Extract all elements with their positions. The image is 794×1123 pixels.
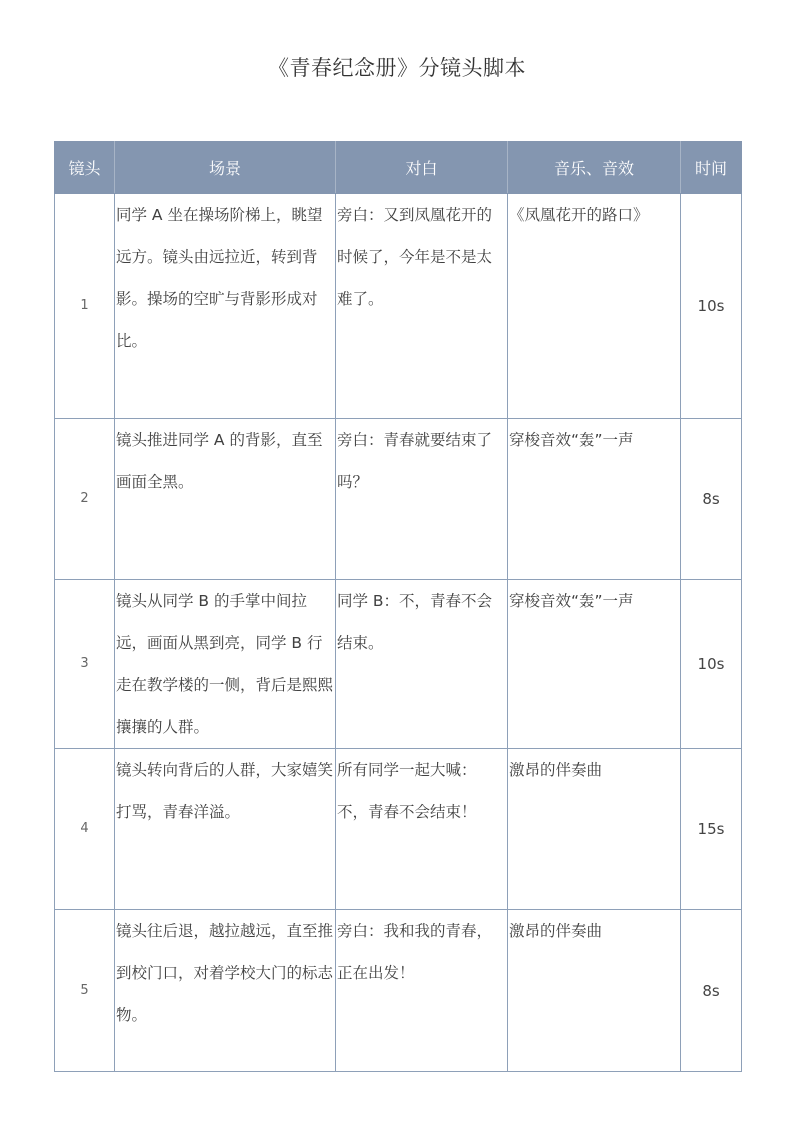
dialogue-cell [336, 580, 508, 749]
time-cell: 10s [681, 580, 742, 749]
scene-cell [115, 419, 336, 580]
scene-text: 镜头往后退，越拉越远，直至推到校门口，对着学校大门的标志物。 [116, 922, 334, 1024]
document-title: 《青春纪念册》分镜头脚本 [268, 56, 526, 80]
music-text: 激昂的伴奏曲 [509, 761, 603, 779]
music-cell [508, 580, 681, 749]
table-row [55, 910, 742, 1072]
dialogue-text: 旁白：青春就要结束了吗？ [337, 431, 493, 491]
table-row [55, 749, 742, 910]
scene-text: 镜头推进同学 A 的背影，直至画面全黑。 [116, 431, 323, 491]
scene-text: 镜头从同学 B 的手掌中间拉远，画面从黑到亮，同学 B 行走在教学楼的一侧，背后是熙熙攘攘的人群。 [116, 592, 334, 736]
music-cell [508, 419, 681, 580]
dialogue-cell [336, 749, 508, 910]
music-text: 激昂的伴奏曲 [509, 922, 603, 940]
music-text: 穿梭音效“轰”一声 [509, 592, 634, 610]
header-time: 时间 [681, 142, 742, 194]
shot-number: 2 [55, 419, 115, 580]
header-row [55, 142, 742, 194]
dialogue-text: 同学 B：不，青春不会结束。 [337, 592, 493, 652]
shot-number: 5 [55, 910, 115, 1072]
scene-cell [115, 194, 336, 419]
dialogue-text: 旁白：我和我的青春，正在出发！ [337, 922, 493, 982]
table-row [55, 194, 742, 419]
shot-number: 1 [55, 194, 115, 419]
shot-number: 4 [55, 749, 115, 910]
dialogue-text: 所有同学一起大喊：不，青春不会结束！ [337, 761, 477, 821]
dialogue-cell [336, 419, 508, 580]
music-text: 《凤凰花开的路口》 [509, 206, 649, 224]
time-cell: 8s [681, 419, 742, 580]
header-shot: 镜头 [55, 142, 115, 194]
scene-cell [115, 580, 336, 749]
header-scene: 场景 [115, 142, 336, 194]
time-cell: 8s [681, 910, 742, 1072]
time-cell: 10s [681, 194, 742, 419]
header-music: 音乐、音效 [508, 142, 681, 194]
dialogue-cell [336, 194, 508, 419]
scene-text: 同学 A 坐在操场阶梯上，眺望远方。镜头由远拉近，转到背影。操场的空旷与背影形成对比。 [116, 206, 323, 350]
dialogue-text: 旁白：又到凤凰花开的时候了，今年是不是太难了。 [337, 206, 493, 308]
storyboard-table [54, 141, 742, 1072]
music-cell [508, 194, 681, 419]
music-cell [508, 910, 681, 1072]
shot-number: 3 [55, 580, 115, 749]
table-row [55, 580, 742, 749]
music-cell [508, 749, 681, 910]
scene-cell [115, 749, 336, 910]
table-row [55, 419, 742, 580]
music-text: 穿梭音效“轰”一声 [509, 431, 634, 449]
scene-cell [115, 910, 336, 1072]
header-dialogue: 对白 [336, 142, 508, 194]
scene-text: 镜头转向背后的人群，大家嬉笑打骂，青春洋溢。 [116, 761, 334, 821]
dialogue-cell [336, 910, 508, 1072]
time-cell: 15s [681, 749, 742, 910]
